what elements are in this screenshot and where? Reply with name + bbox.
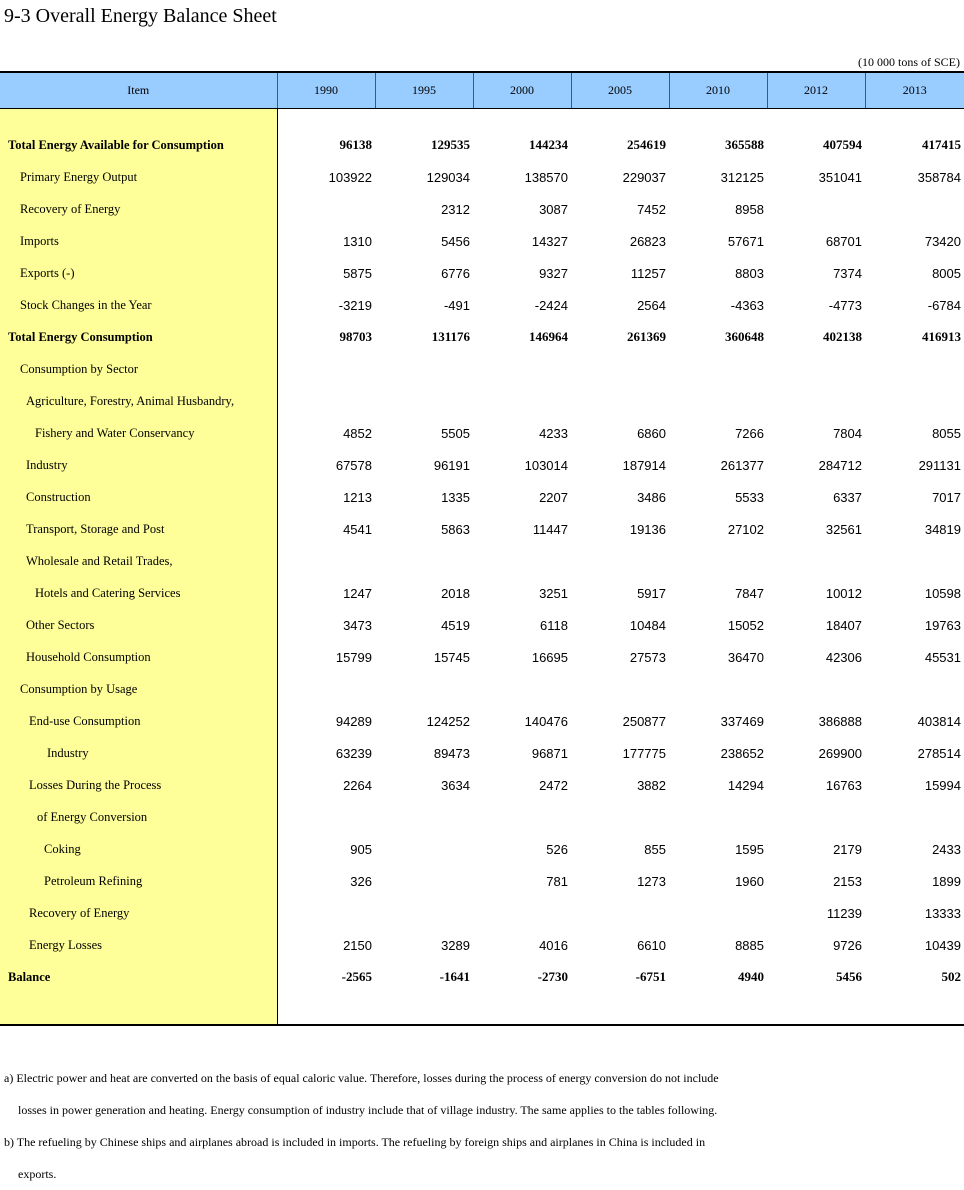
value-cell: 2472 — [539, 777, 568, 793]
table-row — [0, 353, 964, 385]
value-cell: 8005 — [932, 265, 961, 281]
value-cell: 8803 — [735, 265, 764, 281]
table-row — [0, 897, 964, 929]
value-cell: 3473 — [343, 617, 372, 633]
value-cell — [767, 673, 865, 705]
value-cell — [277, 353, 375, 385]
header-year: 2012 — [767, 72, 865, 109]
value-cell: 14294 — [727, 777, 764, 793]
value-cell: 7266 — [735, 425, 764, 441]
value-cell — [375, 673, 473, 705]
table-row — [0, 385, 964, 417]
table-row — [0, 289, 964, 321]
value-cell — [767, 353, 865, 385]
value-cell: 94289 — [335, 713, 372, 729]
value-cell: 3486 — [637, 489, 666, 505]
value-cell: 103014 — [524, 457, 568, 473]
row-label: Other Sectors — [0, 609, 277, 641]
value-cell: 2207 — [539, 489, 568, 505]
value-cell: 365588 — [725, 137, 764, 152]
value-cell: 16763 — [825, 777, 862, 793]
value-cell: 526 — [546, 841, 568, 857]
value-cell: 18407 — [825, 617, 862, 633]
value-cell: 67578 — [335, 457, 372, 473]
row-label: Primary Energy Output — [0, 161, 277, 193]
table-row — [0, 673, 964, 705]
value-cell: 3087 — [539, 201, 568, 217]
value-cell — [277, 109, 964, 130]
value-cell — [277, 993, 964, 1025]
row-label: End-use Consumption — [0, 705, 277, 737]
value-cell — [669, 673, 767, 705]
row-label: Losses During the Process — [0, 769, 277, 801]
value-cell: 781 — [546, 873, 568, 889]
value-cell: 10439 — [924, 937, 961, 953]
row-label: Coking — [0, 833, 277, 865]
value-cell: 19763 — [924, 617, 961, 633]
header-row — [0, 72, 964, 109]
value-cell: 229037 — [622, 169, 666, 185]
value-cell: 32561 — [825, 521, 862, 537]
value-cell: 138570 — [524, 169, 568, 185]
row-label: Industry — [0, 737, 277, 769]
value-cell: 6860 — [637, 425, 666, 441]
value-cell: 1960 — [735, 873, 764, 889]
footnote-line: a) Electric power and heat are converted on the basis of equal caloric value. Therefore, losses during the process of energy conversion do not include — [4, 1071, 719, 1085]
value-cell: 7452 — [637, 201, 666, 217]
value-cell: 19136 — [629, 521, 666, 537]
row-label: Consumption by Usage — [0, 673, 277, 705]
row-label: Energy Losses — [0, 929, 277, 961]
table-row — [0, 705, 964, 737]
row-label: Recovery of Energy — [0, 193, 277, 225]
value-cell: 2018 — [441, 585, 470, 601]
value-cell: 7374 — [833, 265, 862, 281]
row-label: Transport, Storage and Post — [0, 513, 277, 545]
value-cell: 34819 — [924, 521, 961, 537]
value-cell: 1213 — [343, 489, 372, 505]
row-label: Consumption by Sector — [0, 353, 277, 385]
value-cell: 238652 — [720, 745, 764, 761]
value-cell: -6784 — [927, 297, 961, 313]
value-cell: 63239 — [335, 745, 372, 761]
value-cell: 312125 — [720, 169, 764, 185]
value-cell: 4233 — [539, 425, 568, 441]
value-cell — [375, 353, 473, 385]
footnote-line: exports. — [18, 1167, 57, 1181]
row-label: Exports (-) — [0, 257, 277, 289]
value-cell: 407594 — [823, 137, 862, 152]
table-row — [0, 961, 964, 993]
value-cell: 27102 — [727, 521, 764, 537]
row-label: of Energy Conversion — [0, 801, 277, 833]
value-cell: 8885 — [735, 937, 764, 953]
table-row — [0, 481, 964, 513]
row-label: Petroleum Refining — [0, 865, 277, 897]
value-cell — [473, 545, 571, 577]
value-cell — [571, 385, 669, 417]
value-cell: 36470 — [727, 649, 764, 665]
table-row — [0, 929, 964, 961]
value-cell: 291131 — [918, 457, 961, 473]
value-cell — [865, 545, 964, 577]
table-row — [0, 577, 964, 609]
value-cell — [375, 801, 473, 833]
row-label: Wholesale and Retail Trades, — [0, 545, 277, 577]
table-row — [0, 609, 964, 641]
value-cell — [277, 897, 375, 929]
header-year: 2000 — [473, 72, 571, 109]
value-cell — [669, 897, 767, 929]
value-cell: -491 — [443, 297, 470, 313]
value-cell: 261369 — [627, 329, 666, 344]
value-cell — [669, 353, 767, 385]
row-label: Agriculture, Forestry, Animal Husbandry, — [0, 385, 277, 417]
spacer-row — [0, 993, 964, 1025]
value-cell: 402138 — [823, 329, 862, 344]
value-cell — [767, 545, 865, 577]
value-cell: 4852 — [343, 425, 372, 441]
value-cell — [865, 801, 964, 833]
value-cell: 45531 — [924, 649, 961, 665]
row-label: Hotels and Catering Services — [0, 577, 277, 609]
value-cell: 284712 — [818, 457, 862, 473]
value-cell: 8055 — [932, 425, 961, 441]
value-cell: 416913 — [922, 329, 961, 344]
spacer-row — [0, 109, 964, 130]
value-cell — [375, 545, 473, 577]
value-cell — [767, 385, 865, 417]
value-cell: 2179 — [833, 841, 862, 857]
value-cell — [473, 673, 571, 705]
value-cell: 15799 — [335, 649, 372, 665]
value-cell: -4363 — [730, 297, 764, 313]
value-cell: 10012 — [825, 585, 862, 601]
table-row — [0, 161, 964, 193]
value-cell: 129535 — [431, 137, 470, 152]
value-cell — [669, 801, 767, 833]
value-cell: 1310 — [343, 233, 372, 249]
table-row — [0, 225, 964, 257]
header-year: 2010 — [669, 72, 767, 109]
table-row — [0, 833, 964, 865]
value-cell: 8958 — [735, 201, 764, 217]
value-cell: 269900 — [818, 745, 862, 761]
value-cell: 351041 — [818, 169, 862, 185]
value-cell — [473, 353, 571, 385]
table-row — [0, 193, 964, 225]
table-row — [0, 513, 964, 545]
value-cell: 14327 — [531, 233, 568, 249]
value-cell: 3289 — [441, 937, 470, 953]
value-cell — [571, 801, 669, 833]
header-year: 2005 — [571, 72, 669, 109]
table-row — [0, 769, 964, 801]
value-cell: 5917 — [637, 585, 666, 601]
value-cell: -4773 — [828, 297, 862, 313]
value-cell: 6776 — [441, 265, 470, 281]
value-cell: 103922 — [328, 169, 372, 185]
value-cell: 177775 — [622, 745, 666, 761]
value-cell: 73420 — [924, 233, 961, 249]
header-year: 1995 — [375, 72, 473, 109]
value-cell: 3882 — [637, 777, 666, 793]
value-cell: 124252 — [426, 713, 470, 729]
value-cell: 11239 — [826, 905, 862, 921]
value-cell: 5456 — [836, 969, 862, 984]
value-cell: 5875 — [343, 265, 372, 281]
value-cell: 5505 — [441, 425, 470, 441]
value-cell: 7804 — [833, 425, 862, 441]
table-row — [0, 865, 964, 897]
value-cell: -1641 — [439, 969, 470, 984]
value-cell: 1595 — [735, 841, 764, 857]
value-cell: 3251 — [539, 585, 568, 601]
table-row — [0, 417, 964, 449]
value-cell: 13333 — [924, 905, 961, 921]
value-cell: 1247 — [343, 585, 372, 601]
value-cell: 1899 — [932, 873, 961, 889]
value-cell: 2153 — [833, 873, 862, 889]
value-cell: 4940 — [738, 969, 764, 984]
header-year: 2013 — [865, 72, 964, 109]
value-cell: 7847 — [735, 585, 764, 601]
value-cell — [669, 545, 767, 577]
value-cell — [277, 673, 375, 705]
value-cell: 2264 — [343, 777, 372, 793]
value-cell: 905 — [350, 841, 372, 857]
row-label: Recovery of Energy — [0, 897, 277, 929]
value-cell: 417415 — [922, 137, 961, 152]
table-row — [0, 801, 964, 833]
value-cell: 6610 — [637, 937, 666, 953]
value-cell — [277, 545, 375, 577]
row-label: Imports — [0, 225, 277, 257]
value-cell: 96191 — [433, 457, 470, 473]
footnote-line: b) The refueling by Chinese ships and airplanes abroad is included in imports. The refueling by foreign ships and airplanes in China is included in — [4, 1135, 706, 1149]
value-cell: 15052 — [727, 617, 764, 633]
value-cell: 6118 — [540, 617, 568, 633]
value-cell: -2565 — [341, 969, 372, 984]
table-row — [0, 737, 964, 769]
table-row — [0, 257, 964, 289]
row-label: Balance — [0, 961, 277, 993]
row-label: Construction — [0, 481, 277, 513]
value-cell: 502 — [941, 969, 961, 984]
value-cell: 7017 — [932, 489, 961, 505]
value-cell: 131176 — [431, 329, 470, 344]
value-cell: 5456 — [441, 233, 470, 249]
table-row — [0, 545, 964, 577]
value-cell: 337469 — [720, 713, 764, 729]
value-cell — [767, 193, 865, 225]
energy-balance-table — [0, 71, 964, 1026]
header-item: Item — [0, 72, 277, 109]
value-cell: -2730 — [537, 969, 568, 984]
value-cell: 68701 — [825, 233, 862, 249]
value-cell: -6751 — [635, 969, 666, 984]
row-label: Total Energy Consumption — [0, 321, 277, 353]
row-label: Household Consumption — [0, 641, 277, 673]
value-cell: 16695 — [531, 649, 568, 665]
value-cell: 10598 — [924, 585, 961, 601]
value-cell — [277, 193, 375, 225]
value-cell — [865, 673, 964, 705]
value-cell: 9327 — [539, 265, 568, 281]
row-label: Stock Changes in the Year — [0, 289, 277, 321]
value-cell: 11447 — [532, 521, 568, 537]
value-cell: 6337 — [833, 489, 862, 505]
item-cell — [0, 109, 277, 130]
value-cell: 855 — [644, 841, 666, 857]
table-body — [0, 109, 964, 1026]
value-cell: 1273 — [637, 873, 666, 889]
value-cell: 57671 — [727, 233, 764, 249]
value-cell: 2150 — [343, 937, 372, 953]
value-cell: 2312 — [441, 201, 470, 217]
value-cell — [865, 385, 964, 417]
value-cell: 15994 — [924, 777, 961, 793]
value-cell — [473, 897, 571, 929]
value-cell — [571, 353, 669, 385]
value-cell: 42306 — [825, 649, 862, 665]
table-row — [0, 321, 964, 353]
value-cell: 96871 — [531, 745, 568, 761]
value-cell — [473, 801, 571, 833]
row-label: Fishery and Water Conservancy — [0, 417, 277, 449]
value-cell: 4541 — [343, 521, 372, 537]
value-cell — [375, 865, 473, 897]
footnote-line: losses in power generation and heating. Energy consumption of industry include that of village industry. The same applies to the tables following. — [18, 1103, 718, 1117]
value-cell — [571, 673, 669, 705]
item-cell — [0, 993, 277, 1025]
value-cell: 2564 — [637, 297, 666, 313]
value-cell: 89473 — [433, 745, 470, 761]
table-row — [0, 641, 964, 673]
value-cell: 254619 — [627, 137, 666, 152]
unit-label: (10 000 tons of SCE) — [858, 55, 960, 69]
value-cell: 358784 — [917, 169, 961, 185]
row-label: Industry — [0, 449, 277, 481]
value-cell — [473, 385, 571, 417]
value-cell: 3634 — [441, 777, 470, 793]
header-year: 1990 — [277, 72, 375, 109]
value-cell: 11257 — [630, 265, 666, 281]
value-cell: 5533 — [735, 489, 764, 505]
row-label: Total Energy Available for Consumption — [0, 129, 277, 161]
value-cell — [375, 833, 473, 865]
value-cell: 2433 — [932, 841, 961, 857]
value-cell: 261377 — [720, 457, 764, 473]
value-cell — [669, 385, 767, 417]
value-cell: 5863 — [441, 521, 470, 537]
value-cell — [571, 897, 669, 929]
value-cell — [375, 385, 473, 417]
value-cell: 326 — [350, 873, 372, 889]
page-title: 9-3 Overall Energy Balance Sheet — [4, 5, 277, 27]
value-cell: 129034 — [426, 169, 470, 185]
value-cell: 27573 — [629, 649, 666, 665]
value-cell: 144234 — [529, 137, 568, 152]
value-cell: 98703 — [339, 329, 372, 344]
value-cell: 278514 — [917, 745, 961, 761]
value-cell — [865, 193, 964, 225]
value-cell: 386888 — [818, 713, 862, 729]
value-cell: -3219 — [338, 297, 372, 313]
value-cell: -2424 — [534, 297, 568, 313]
value-cell — [277, 801, 375, 833]
value-cell — [277, 385, 375, 417]
value-cell: 26823 — [629, 233, 666, 249]
table-row — [0, 129, 964, 161]
table-row — [0, 449, 964, 481]
value-cell — [375, 897, 473, 929]
value-cell — [571, 545, 669, 577]
value-cell: 403814 — [917, 713, 961, 729]
value-cell — [767, 801, 865, 833]
value-cell: 9726 — [833, 937, 862, 953]
value-cell: 187914 — [622, 457, 666, 473]
footnotes — [4, 1062, 954, 1190]
value-cell: 250877 — [622, 713, 666, 729]
value-cell: 1335 — [441, 489, 470, 505]
value-cell: 96138 — [339, 137, 372, 152]
value-cell: 146964 — [529, 329, 568, 344]
value-cell: 15745 — [433, 649, 470, 665]
value-cell: 360648 — [725, 329, 764, 344]
value-cell: 4519 — [441, 617, 470, 633]
value-cell — [865, 353, 964, 385]
value-cell: 140476 — [524, 713, 568, 729]
value-cell: 4016 — [539, 937, 568, 953]
value-cell: 10484 — [629, 617, 666, 633]
